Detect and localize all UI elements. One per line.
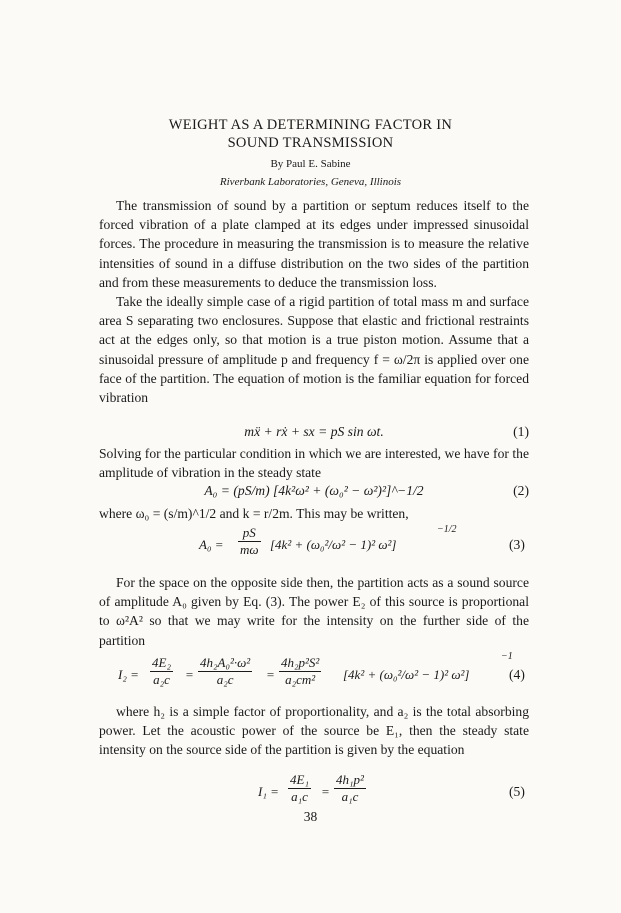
equation-5-fraction-2 [334, 772, 366, 805]
equation-4-eq-sign-2: = [266, 667, 275, 682]
equation-2-number: (2) [513, 483, 529, 498]
title-line-1: WEIGHT AS A DETERMINING FACTOR IN [168, 117, 453, 133]
equation-4-f1-numerator: 4E₂ [152, 655, 171, 670]
equation-5-f1-numerator: 4E₁ [290, 772, 309, 787]
equation-4-fraction-3 [279, 655, 321, 688]
equation-5-f2-denominator: a₁c [341, 789, 359, 804]
affiliation: Riverbank Laboratories, Geneva, Illinois [219, 176, 402, 188]
equation-1-number: (1) [513, 424, 529, 439]
equation-5-number: (5) [509, 784, 525, 799]
equation-1-body: mẍ + rẋ + sx = pS sin ωt. [244, 424, 384, 439]
equation-4-bracket: [4k² + (ω₀²/ω² − 1)² ω²] [343, 667, 470, 682]
equation-2-body: A₀ = (pS/m) [4k²ω² + (ω₀² − ω²)²]^−1/2 [204, 483, 424, 498]
equation-5-eq-sign: = [321, 784, 330, 799]
equation-5-fraction-1 [288, 772, 311, 805]
paragraph-2: Take the ideally simple case of a rigid partition of total mass m and surface area S separating two enclosures. Suppose that elastic and frictional restraints act at the edges only, so that motion is a true piston motion. Assume that a sinusoidal pressure of amplitude p and frequency f = ω/2π is applied over one face of the partition. The equation of motion is the familiar equation for forced vibration [99, 294, 529, 406]
equation-4-f3-denominator: a₂cm² [285, 672, 316, 687]
equation-4-f2-numerator: 4h₂A₀²·ω² [200, 655, 251, 670]
equation-1 [99, 424, 529, 446]
title-line-2: SOUND TRANSMISSION [227, 135, 394, 151]
equation-4-f3-numerator: 4h₂p²S² [281, 655, 320, 670]
equation-2 [99, 483, 529, 505]
page-number: 38 [303, 809, 318, 824]
equation-4-eq-sign-1: = [185, 667, 194, 682]
equation-3-bracket: [4k² + (ω₀²/ω² − 1)² ω²] [270, 537, 397, 552]
equation-4-fraction-1 [150, 655, 173, 688]
paragraph-4: where ω₀ = (s/m)^1/2 and k = r/2m. This may be written, [99, 506, 409, 521]
equation-5-f2-numerator: 4h₁p² [336, 772, 364, 787]
equation-3-numerator: pS [238, 525, 261, 542]
equation-3-fraction [238, 525, 261, 558]
paragraph-1: The transmission of sound by a partition or septum reduces itself to the forced vibration of a plate clamped at its edges under impressed sinusoidal forces. The procedure in measuring the transmission is to measure the relative intensities of sound in a diffuse distribution on the two sides of the partition and from these measurements to deduce the transmission loss. [99, 198, 529, 290]
equation-4-number: (4) [509, 667, 525, 682]
byline: By Paul E. Sabine [270, 158, 351, 170]
equation-3-number: (3) [509, 537, 525, 552]
equation-4-fraction-2 [198, 655, 252, 688]
equation-4-lhs: I₂ = [118, 667, 139, 682]
equation-4-exponent: −1 [501, 651, 513, 662]
equation-3-lhs: A₀ = [199, 537, 224, 552]
paragraph-3: Solving for the particular condition in which we are interested, we have for the amplitude of vibration in the steady state [99, 446, 529, 481]
equation-5-lhs: I₁ = [258, 784, 279, 799]
equation-3-denominator: mω [240, 542, 259, 557]
equation-4-f1-denominator: a₂c [153, 672, 170, 687]
equation-4-f2-denominator: a₂c [216, 672, 234, 687]
equation-5-f1-denominator: a₁c [291, 789, 308, 804]
paragraph-6: where h₂ is a simple factor of proportionality, and a₂ is the total absorbing power. Let the acoustic power of the source be E₁, then the steady state intensity on the source side of the partition is given by the equation [99, 704, 529, 758]
equation-3-exponent: −1/2 [437, 524, 457, 535]
paragraph-5: For the space on the opposite side then, the partition acts as a sound source of amplitude A₀ given by Eq. (3). The power E₂ of this source is proportional to ω²A² so that we may write for the intensity on the further side of the partition [99, 575, 529, 648]
